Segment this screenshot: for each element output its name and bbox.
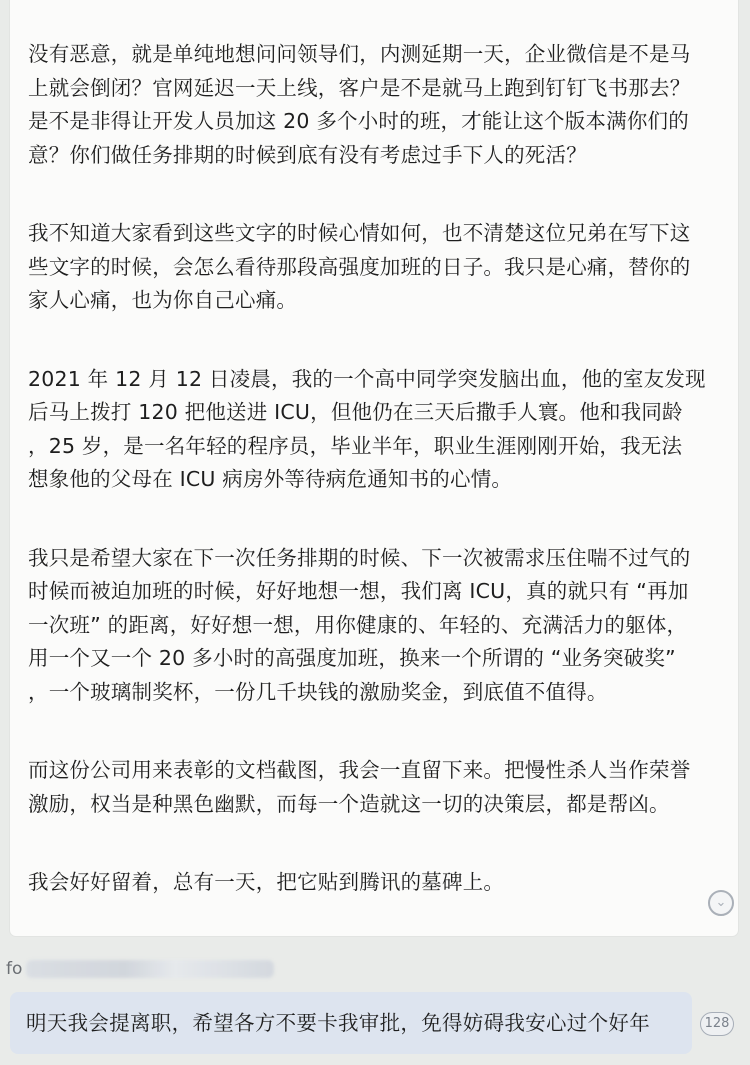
- message-paragraph-1: 没有恶意，就是单纯地想问问领导们，内测延期一天，企业微信是不是马 上就会倒闭？官网延迟一天上线，客户是不是就马上跑到钉钉飞书那去？ 是不是非得让开发人员加这 20 多个小时的班，才能让这个版本满你们的 意？你们做任务排期的时候到底有没有考虑过手下人的死活？: [28, 42, 691, 167]
- read-count-badge[interactable]: 128: [700, 1012, 734, 1036]
- message-paragraph-2: 我不知道大家看到这些文字的时候心情如何，也不清楚这位兄弟在写下这 些文字的时候，会怎么看待那段高强度加班的日子。我只是心痛，替你的 家人心痛，也为你自己心痛。: [28, 221, 691, 312]
- message-paragraph-6: 我会好好留着，总有一天，把它贴到腾讯的墓碑上。: [28, 870, 505, 894]
- reply-message-bubble[interactable]: [10, 992, 692, 1054]
- redacted-sender-info: [26, 960, 274, 978]
- reply-message-text: 明天我会提离职，希望各方不要卡我审批，免得妨碍我安心过个好年: [26, 1011, 650, 1035]
- message-paragraph-3: 2021 年 12 月 12 日凌晨，我的一个高中同学突发脑出血，他的室友发现 后马上拨打 120 把他送进 ICU，但他仍在三天后撒手人寰。他和我同龄 ，25 岁，是一名年轻的程序员，毕业半年，职业生涯刚刚开始，我无法 想象他的父母在 ICU 病房外等待病危通知书的心情。: [28, 366, 706, 491]
- message-paragraph-5: 而这份公司用来表彰的文档截图，我会一直留下来。把慢性杀人当作荣誉 激励，权当是种黑色幽默，而每一个造就这一切的决策层，都是帮凶。: [28, 758, 691, 816]
- sender-row: [6, 954, 336, 984]
- sender-name[interactable]: fo: [6, 959, 23, 979]
- long-message-card[interactable]: [10, 0, 738, 936]
- chevron-down-icon[interactable]: ⌄: [708, 890, 734, 916]
- message-paragraph-4: 我只是希望大家在下一次任务排期的时候、下一次被需求压住喘不过气的 时候而被迫加班的时候，好好地想一想，我们离 ICU，真的就只有 “再加 一次班” 的距离，好好想一想，用你健康的、年轻的、充满活力的躯体， 用一个又一个 20 多小时的高强度加班，换来一个所谓的 “业务突破奖” ，一个玻璃制奖杯，一份几千块钱的激励奖金，到底值不值得。: [28, 545, 691, 704]
